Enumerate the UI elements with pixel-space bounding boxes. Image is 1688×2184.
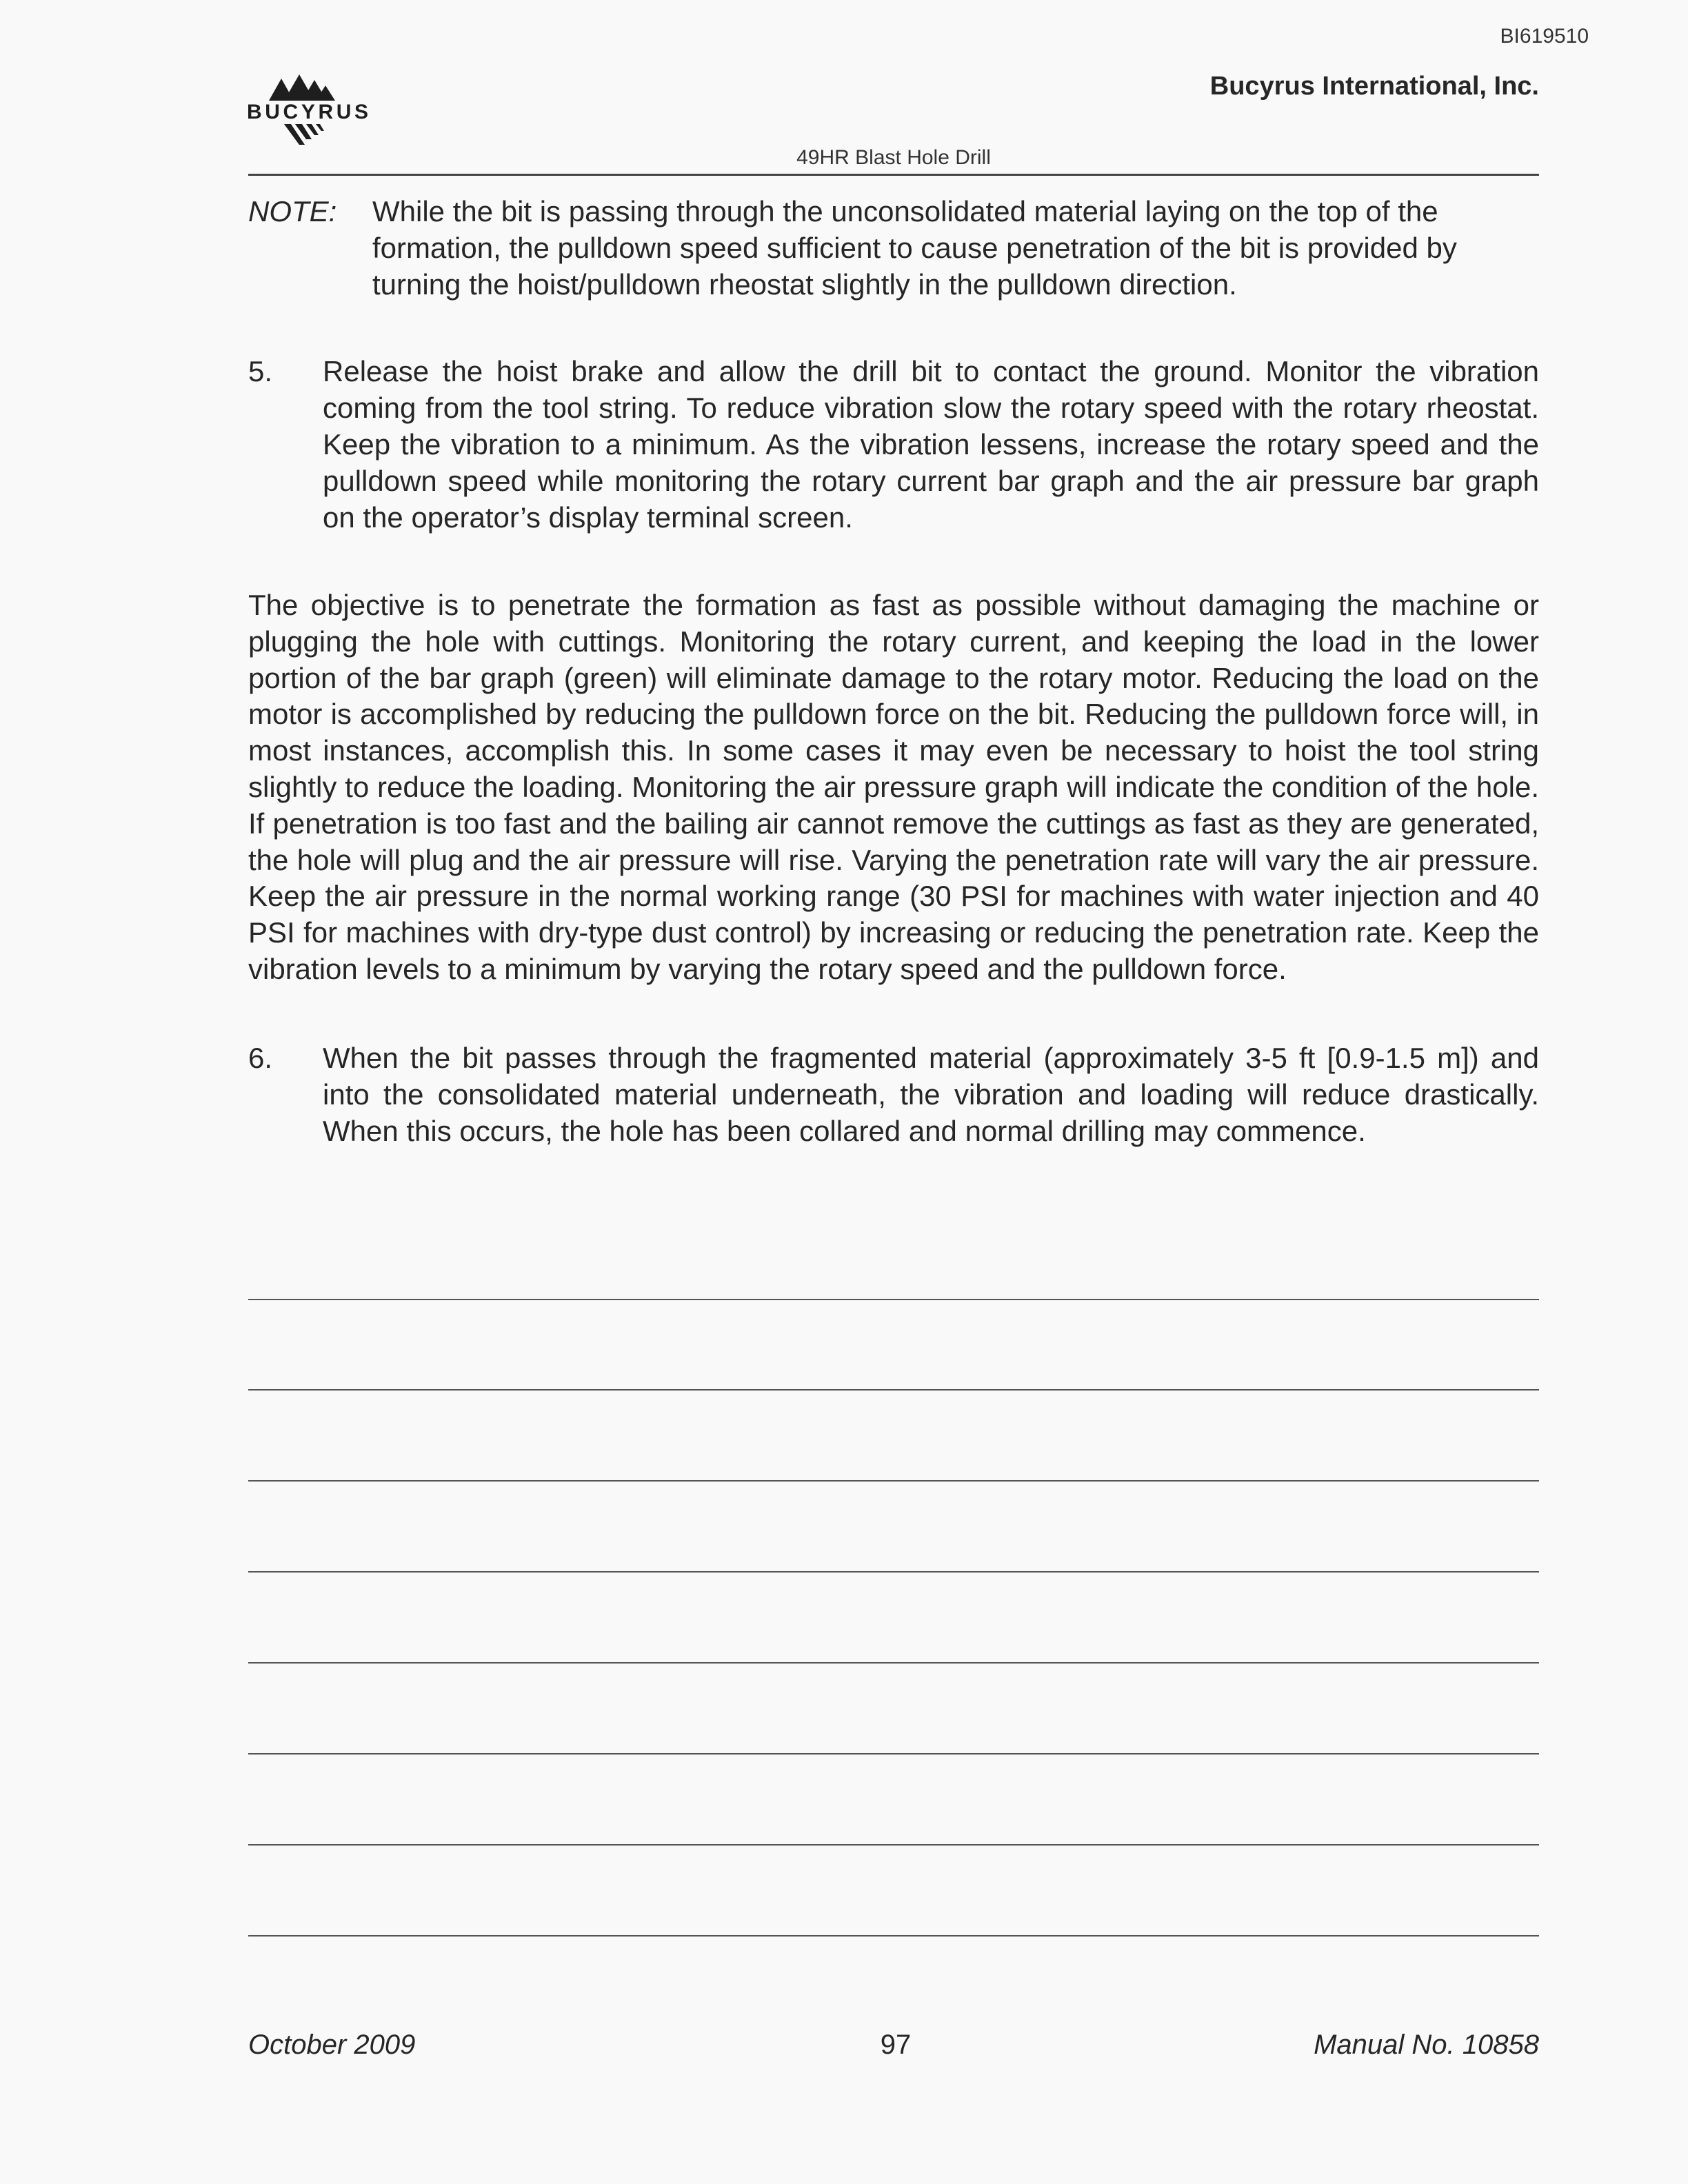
page-number: 97 bbox=[880, 2030, 912, 2060]
step-6 bbox=[248, 1040, 1539, 1149]
step-5 bbox=[248, 353, 1539, 536]
notes-line bbox=[248, 1299, 1539, 1300]
note-text: While the bit is passing through the unconsolidated material laying on the top of the formation, the pulldown speed sufficient to cause penetration of the bit is provided by turning the hoist/pulldown rheostat slightly in the pulldown direction. bbox=[372, 195, 1457, 301]
step-number: 5. bbox=[248, 355, 273, 387]
document-id: BI619510 bbox=[1500, 25, 1589, 48]
note-label: NOTE: bbox=[248, 195, 337, 228]
footer-date: October 2009 bbox=[248, 2030, 416, 2060]
notes-line bbox=[248, 1389, 1539, 1391]
manual-number: Manual No. 10858 bbox=[1314, 2030, 1539, 2060]
logo-wordmark: BUCYRUS bbox=[247, 101, 368, 123]
notes-line bbox=[248, 1480, 1539, 1482]
step-number: 6. bbox=[248, 1042, 273, 1074]
header-divider bbox=[248, 174, 1539, 176]
bucyrus-logo bbox=[245, 73, 370, 150]
step-text: When the bit passes through the fragmented material (approximately 3-5 ft [0.9-1.5 m]) and into the consolidated material underneath, the vibration and loading will reduce drastically. When this occurs, the hole has been collared and normal drilling may commence. bbox=[323, 1042, 1539, 1147]
product-title: 49HR Blast Hole Drill bbox=[796, 146, 991, 169]
notes-line bbox=[248, 1753, 1539, 1755]
notes-line bbox=[248, 1935, 1539, 1937]
step-text: Release the hoist brake and allow the drill bit to contact the ground. Monitor the vibration coming from the tool string. To reduce vibration slow the rotary speed with the rotary rheostat. Keep the vibration to a minimum. As the vibration lessens, increase the rotary speed and the pulldown speed while monitoring the rotary current bar graph and the air pressure bar graph on the operator’s display terminal screen. bbox=[323, 355, 1539, 534]
notes-line bbox=[248, 1844, 1539, 1846]
objective-paragraph: The objective is to penetrate the formation as fast as possible without damaging the machine or plugging the hole with cuttings. Monitoring the rotary current, and keeping the load in the lower portion of the bar graph (green) will eliminate damage to the rotary motor. Reducing the load on the motor is accomplished by reducing the pulldown force on the bit. Reducing the pulldown force will, in most instances, accomplish this. In some cases it may even be necessary to hoist the tool string slightly to reduce the loading. Monitoring the air pressure graph will indicate the condition of the hole. If penetration is too fast and the bailing air cannot remove the cuttings as fast as they are generated, the hole will plug and the air pressure will rise. Varying the penetration rate will vary the air pressure. Keep the air pressure in the normal working range (30 PSI for machines with water injection and 40 PSI for machines with dry-type dust control) by increasing or reducing the penetration rate. Keep the vibration levels to a minimum by varying the rotary speed and the pulldown force. bbox=[248, 589, 1539, 985]
note-block bbox=[248, 193, 1539, 303]
company-name: Bucyrus International, Inc. bbox=[1209, 72, 1539, 101]
notes-line bbox=[248, 1571, 1539, 1573]
notes-line bbox=[248, 1662, 1539, 1664]
